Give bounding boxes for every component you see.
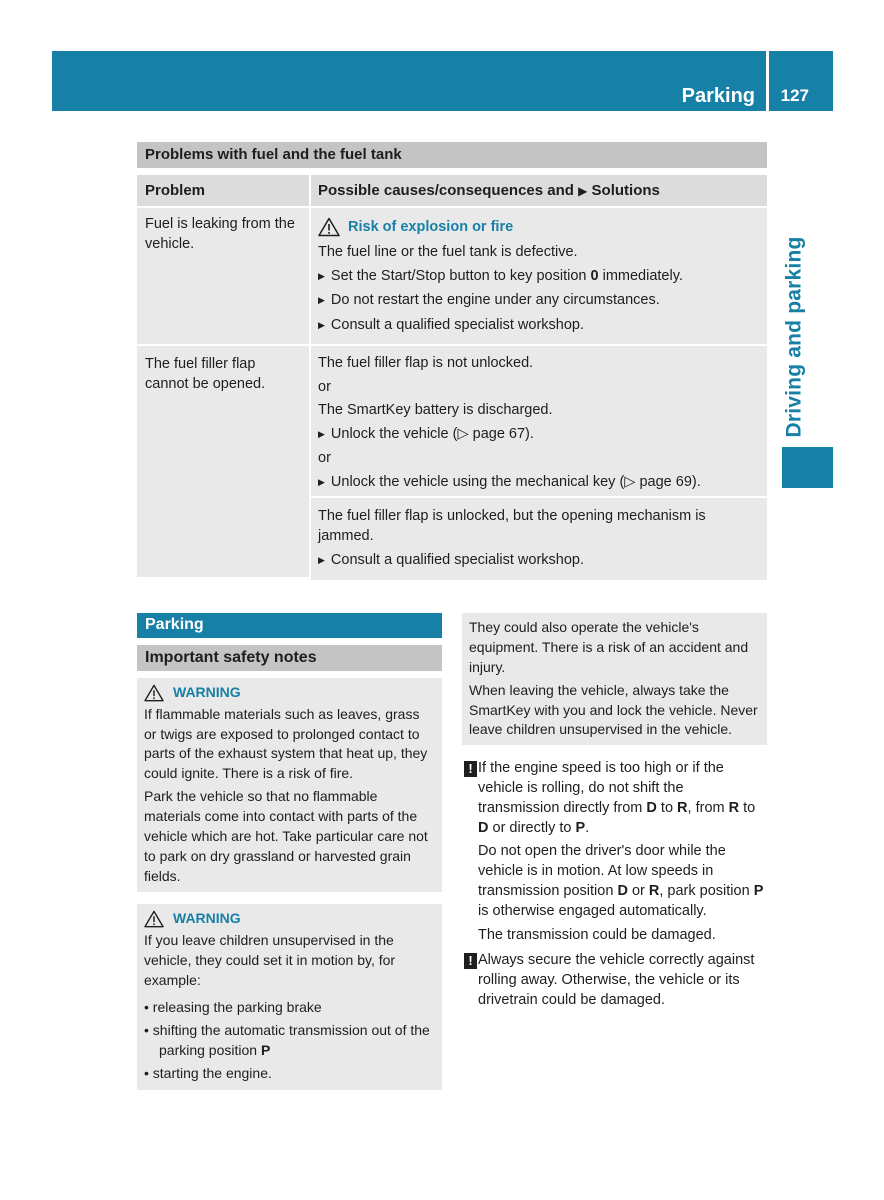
table-row (137, 346, 767, 577)
exclamation-icon: ! (464, 761, 477, 777)
warning-triangle-icon (144, 684, 164, 702)
warning-box: WARNING If flammable materials such as leaves, grass or twigs are exposed to prolonged contact to parts of the exhaust system that heat up, they could ignite. There is a risk of fire. Park the vehicle so that no flammable materials come into contact with parts of the vehicle which are hot. Take particular care not to park on dry grassland or harvested grain fields. (137, 678, 442, 892)
header-title: Parking (681, 85, 755, 107)
subsection-title: Important safety notes (137, 645, 442, 671)
column-header-problem: Problem (137, 175, 309, 206)
solution-cell: The fuel filler flap is not unlocked. or The SmartKey battery is discharged. ▶ Unlock the vehicle (▷ page 67). or ▶ Unlock the vehicle using the mechanical key (▷ page 69). (311, 346, 767, 496)
header-divider (766, 51, 769, 111)
problem-cell: The fuel filler flap cannot be opened. (137, 346, 309, 577)
problem-cell: Fuel is leaking from the vehicle. (137, 208, 309, 344)
solution-step: ▶ Consult a qualified specialist workshop. (318, 315, 760, 336)
caution-note: ! Always secure the vehicle correctly against rolling away. Otherwise, the vehicle or its drivetrain could be damaged. (462, 951, 767, 1010)
chapter-marker (782, 447, 833, 488)
page-header (52, 51, 833, 111)
caution-note: ! If the engine speed is too high or if the vehicle is rolling, do not shift the transmission directly from D to R, from R to D or directly to P. Do not open the driver's door while the vehicle is in motion. At low speeds in transmission position D or R, park position P is otherwise engaged automatically. The transmission could be damaged. (462, 759, 767, 945)
section-title: Parking (137, 613, 442, 638)
chapter-label: Driving and parking (782, 236, 805, 438)
warning-box: WARNING If you leave children unsupervised in the vehicle, they could set it in motion by, for example: • releasing the parking brake • shifting the automatic transmission out of the parking position P • starting the engine. (137, 904, 442, 1089)
solution-cells (311, 346, 767, 577)
risk-heading: Risk of explosion or fire (318, 217, 760, 237)
parking-right-column (462, 613, 767, 1015)
column-header-solutions: Possible causes/consequences and ▶ Solutions (311, 175, 767, 206)
table-row (137, 208, 767, 344)
warning-heading: WARNING (144, 683, 435, 703)
page-number: 127 (780, 86, 809, 105)
table-header-row (137, 175, 767, 206)
chapter-side-tab (776, 232, 812, 442)
list-item: • releasing the parking brake (144, 998, 322, 1015)
warning-continuation-box: They could also operate the vehicle's equipment. There is a risk of an accident and injury. When leaving the vehicle, always take the SmartKey with you and lock the vehicle. Never leave children unsupervised in the vehicle. (462, 613, 767, 745)
warning-heading: WARNING (144, 909, 435, 929)
solution-step: ▶ Consult a qualified specialist workshop. (318, 550, 760, 571)
parking-left-column (137, 613, 442, 1090)
fuel-problems-table (137, 142, 767, 577)
solution-step: ▶ Set the Start/Stop button to key position 0 immediately. (318, 266, 760, 287)
solution-step: ▶ Unlock the vehicle (▷ page 67). (318, 424, 760, 445)
list-item: • shifting the automatic transmission out of the parking position P (144, 1021, 430, 1058)
table-title: Problems with fuel and the fuel tank (137, 142, 767, 168)
warning-triangle-icon (144, 910, 164, 928)
list-item: • starting the engine. (144, 1065, 272, 1082)
arrow-icon: ▶ (578, 184, 588, 198)
solution-cell (311, 208, 767, 344)
solution-cell: The fuel filler flap is unlocked, but the opening mechanism is jammed. ▶ Consult a qualified specialist workshop. (311, 498, 767, 580)
solution-step: ▶ Do not restart the engine under any circumstances. (318, 290, 760, 311)
warning-triangle-icon (318, 217, 340, 237)
solution-step: ▶ Unlock the vehicle using the mechanical key (▷ page 69). (318, 472, 760, 493)
exclamation-icon: ! (464, 953, 477, 969)
cause-text: The fuel line or the fuel tank is defective. (318, 244, 578, 260)
